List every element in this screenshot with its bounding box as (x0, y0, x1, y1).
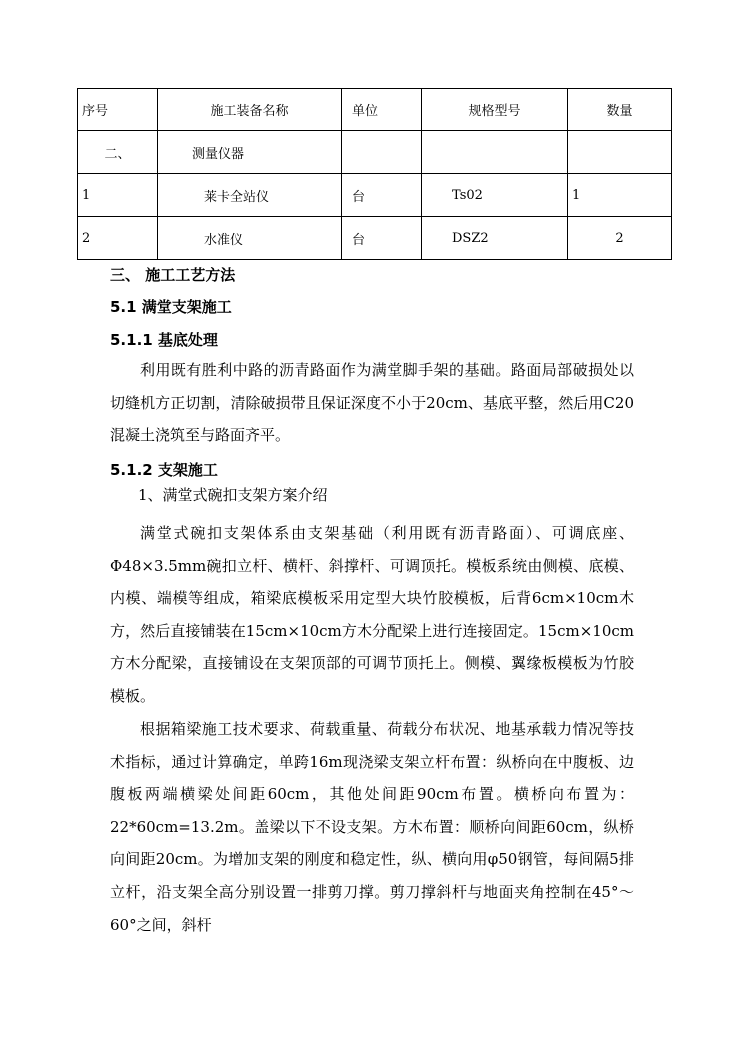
row-name: 莱卡全站仪 (158, 174, 342, 217)
row-unit: 台 (342, 174, 422, 217)
list-item: 1、满堂式碗扣支架方案介绍 (138, 486, 328, 504)
header-name: 施工装备名称 (158, 89, 342, 131)
row-qty: 1 (568, 174, 672, 217)
group-name: 测量仪器 (158, 131, 342, 174)
table-row (78, 217, 672, 260)
header-qty: 数量 (568, 89, 672, 131)
header-index: 序号 (78, 89, 158, 131)
paragraph-support-system: 满堂式碗扣支架体系由支架基础（利用既有沥青路面）、可调底座、Φ48×3.5mm碗扣立杆、横杆、斜撑杆、可调顶托。模板系统由侧模、底模、内模、端模等组成，箱梁底模板采用定型大块竹胶模板，后背6cm×10cm木方，然后直接铺装在15cm×10cm方木分配梁上进行连接固定。15cm×10cm方木分配梁，直接铺设在支架顶部的可调节顶托上。侧模、翼缘板模板为竹胶模板。 (110, 524, 634, 705)
group-qty (568, 131, 672, 174)
row-spec: DSZ2 (422, 217, 568, 260)
row-name: 水准仪 (158, 217, 342, 260)
row-index: 1 (78, 174, 158, 217)
header-spec: 规格型号 (422, 89, 568, 131)
paragraph-base-treatment: 利用既有胜利中路的沥青路面作为满堂脚手架的基础。路面局部破损处以切缝机方正切割，清除破损带且保证深度不小于20cm、基底平整，然后用C20混凝土浇筑至与路面齐平。 (110, 361, 634, 445)
subsection-heading: 5.1 满堂支架施工 (110, 298, 232, 316)
row-qty: 2 (568, 217, 672, 260)
table-group-row (78, 131, 672, 174)
section-heading: 三、 施工工艺方法 (110, 266, 236, 284)
row-index: 2 (78, 217, 158, 260)
group-unit (342, 131, 422, 174)
group-spec (422, 131, 568, 174)
equipment-table (77, 88, 672, 260)
subsubsection-heading-base: 5.1.1 基底处理 (110, 331, 218, 349)
paragraph-support-layout: 根据箱梁施工技术要求、荷载重量、荷载分布状况、地基承载力情况等技术指标，通过计算确定，单跨16m现浇梁支架立杆布置：纵桥向在中腹板、边腹板两端横梁处间距60cm，其他处间距90cm布置。横桥向布置为：22*60cm=13.2m。盖梁以下不设支架。方木布置：顺桥向间距60cm，纵桥向间距20cm。为增加支架的刚度和稳定性，纵、横向用φ50钢管，每间隔5排立杆，沿支架全高分别设置一排剪刀撑。剪刀撑斜杆与地面夹角控制在45°～60°之间，斜杆 (110, 720, 634, 934)
subsubsection-heading-support: 5.1.2 支架施工 (110, 461, 218, 479)
row-spec: Ts02 (422, 174, 568, 217)
header-unit: 单位 (342, 89, 422, 131)
group-index: 二、 (78, 131, 158, 174)
table-header-row (78, 89, 672, 131)
table-row (78, 174, 672, 217)
row-unit: 台 (342, 217, 422, 260)
